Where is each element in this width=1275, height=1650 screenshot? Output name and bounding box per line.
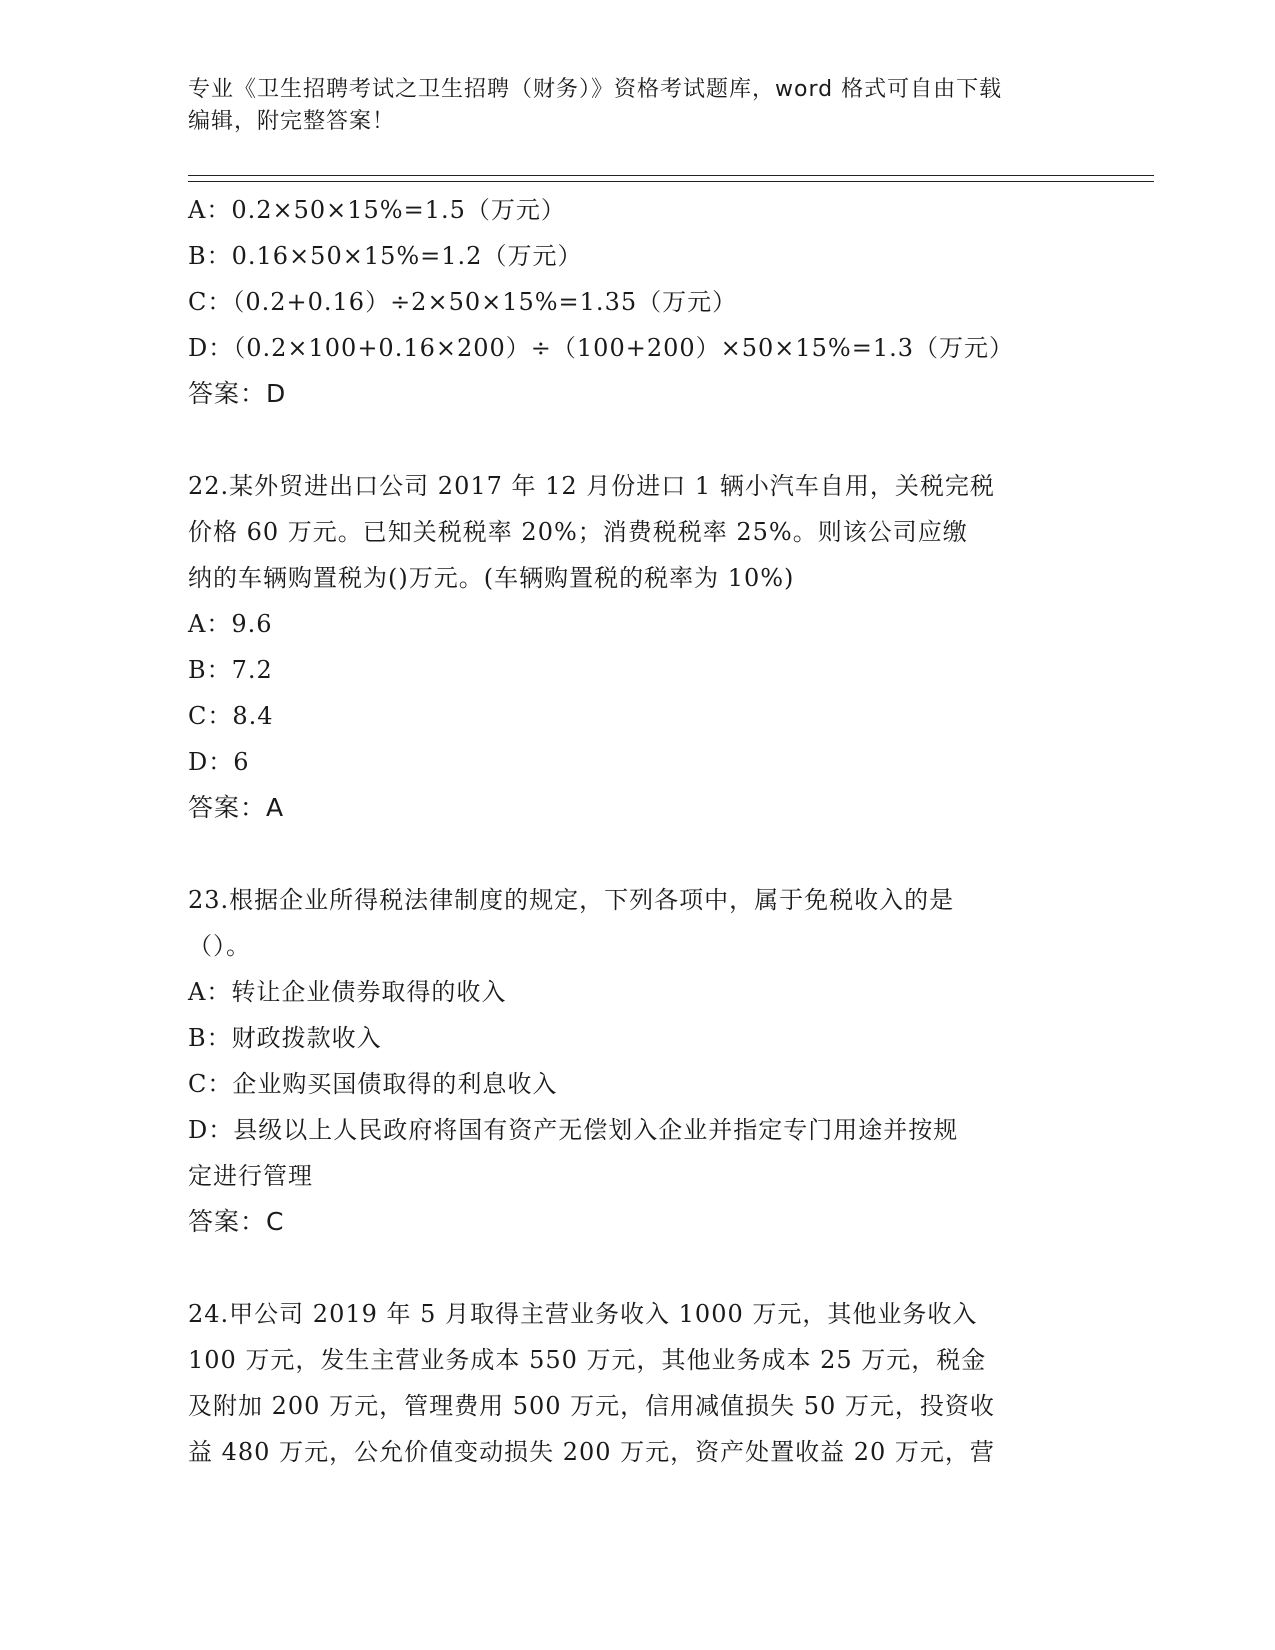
answer: 答案：D [188, 379, 287, 408]
option-b: B：财政拨款收入 [188, 1024, 382, 1052]
option-c: C：企业购买国债取得的利息收入 [188, 1070, 558, 1098]
question-24 [188, 1291, 1078, 1475]
option-d: D：县级以上人民政府将国有资产无偿划入企业并指定专门用途并按规 [188, 1116, 959, 1144]
document-header [188, 74, 1068, 138]
question-text-line: 24.甲公司 2019 年 5 月取得主营业务收入 1000 万元，其他业务收入 [188, 1300, 978, 1328]
question-23 [188, 877, 1078, 1245]
option-c: C：（0.2+0.16）÷2×50×15%=1.35（万元） [188, 288, 738, 316]
spacer [188, 417, 1078, 463]
header-divider-top [188, 175, 1154, 176]
spacer [188, 831, 1078, 877]
question-text-line: 22.某外贸进出口公司 2017 年 12 月份进口 1 辆小汽车自用，关税完税 [188, 472, 995, 500]
question-text-line: （）。 [188, 932, 251, 960]
option-a: A：0.2×50×15%=1.5（万元） [188, 196, 566, 224]
header-divider-bottom [188, 181, 1154, 182]
option-a: A：9.6 [188, 610, 273, 638]
option-b: B：7.2 [188, 656, 273, 684]
option-d-continued: 定进行管理 [188, 1162, 313, 1190]
option-b: B：0.16×50×15%=1.2（万元） [188, 242, 583, 270]
question-21 [188, 187, 1078, 417]
question-22 [188, 463, 1078, 831]
answer: 答案：C [188, 1207, 285, 1236]
question-text-line: 100 万元，发生主营业务成本 550 万元，其他业务成本 25 万元，税金 [188, 1346, 987, 1374]
question-text-line: 纳的车辆购置税为()万元。(车辆购置税的税率为 10%) [188, 564, 795, 592]
question-text-line: 益 480 万元，公允价值变动损失 200 万元，资产处置收益 20 万元，营 [188, 1438, 995, 1466]
header-line-2: 编辑，附完整答案！ [188, 109, 396, 134]
answer: 答案：A [188, 793, 285, 822]
question-text-line: 23.根据企业所得税法律制度的规定，下列各项中，属于免税收入的是 [188, 886, 955, 914]
option-d: D：6 [188, 748, 250, 776]
option-c: C：8.4 [188, 702, 274, 730]
option-d: D：（0.2×100+0.16×200）÷（100+200）×50×15%=1.3（万元） [188, 334, 1015, 362]
spacer [188, 1245, 1078, 1291]
question-text-line: 及附加 200 万元，管理费用 500 万元，信用减值损失 50 万元，投资收 [188, 1392, 995, 1420]
header-line-1: 专业《卫生招聘考试之卫生招聘（财务）》资格考试题库，word 格式可自由下载 [188, 77, 1003, 102]
option-a: A：转让企业债券取得的收入 [188, 978, 507, 1006]
question-text-line: 价格 60 万元。已知关税税率 20%；消费税税率 25%。则该公司应缴 [188, 518, 968, 546]
question-list [188, 187, 1078, 1475]
